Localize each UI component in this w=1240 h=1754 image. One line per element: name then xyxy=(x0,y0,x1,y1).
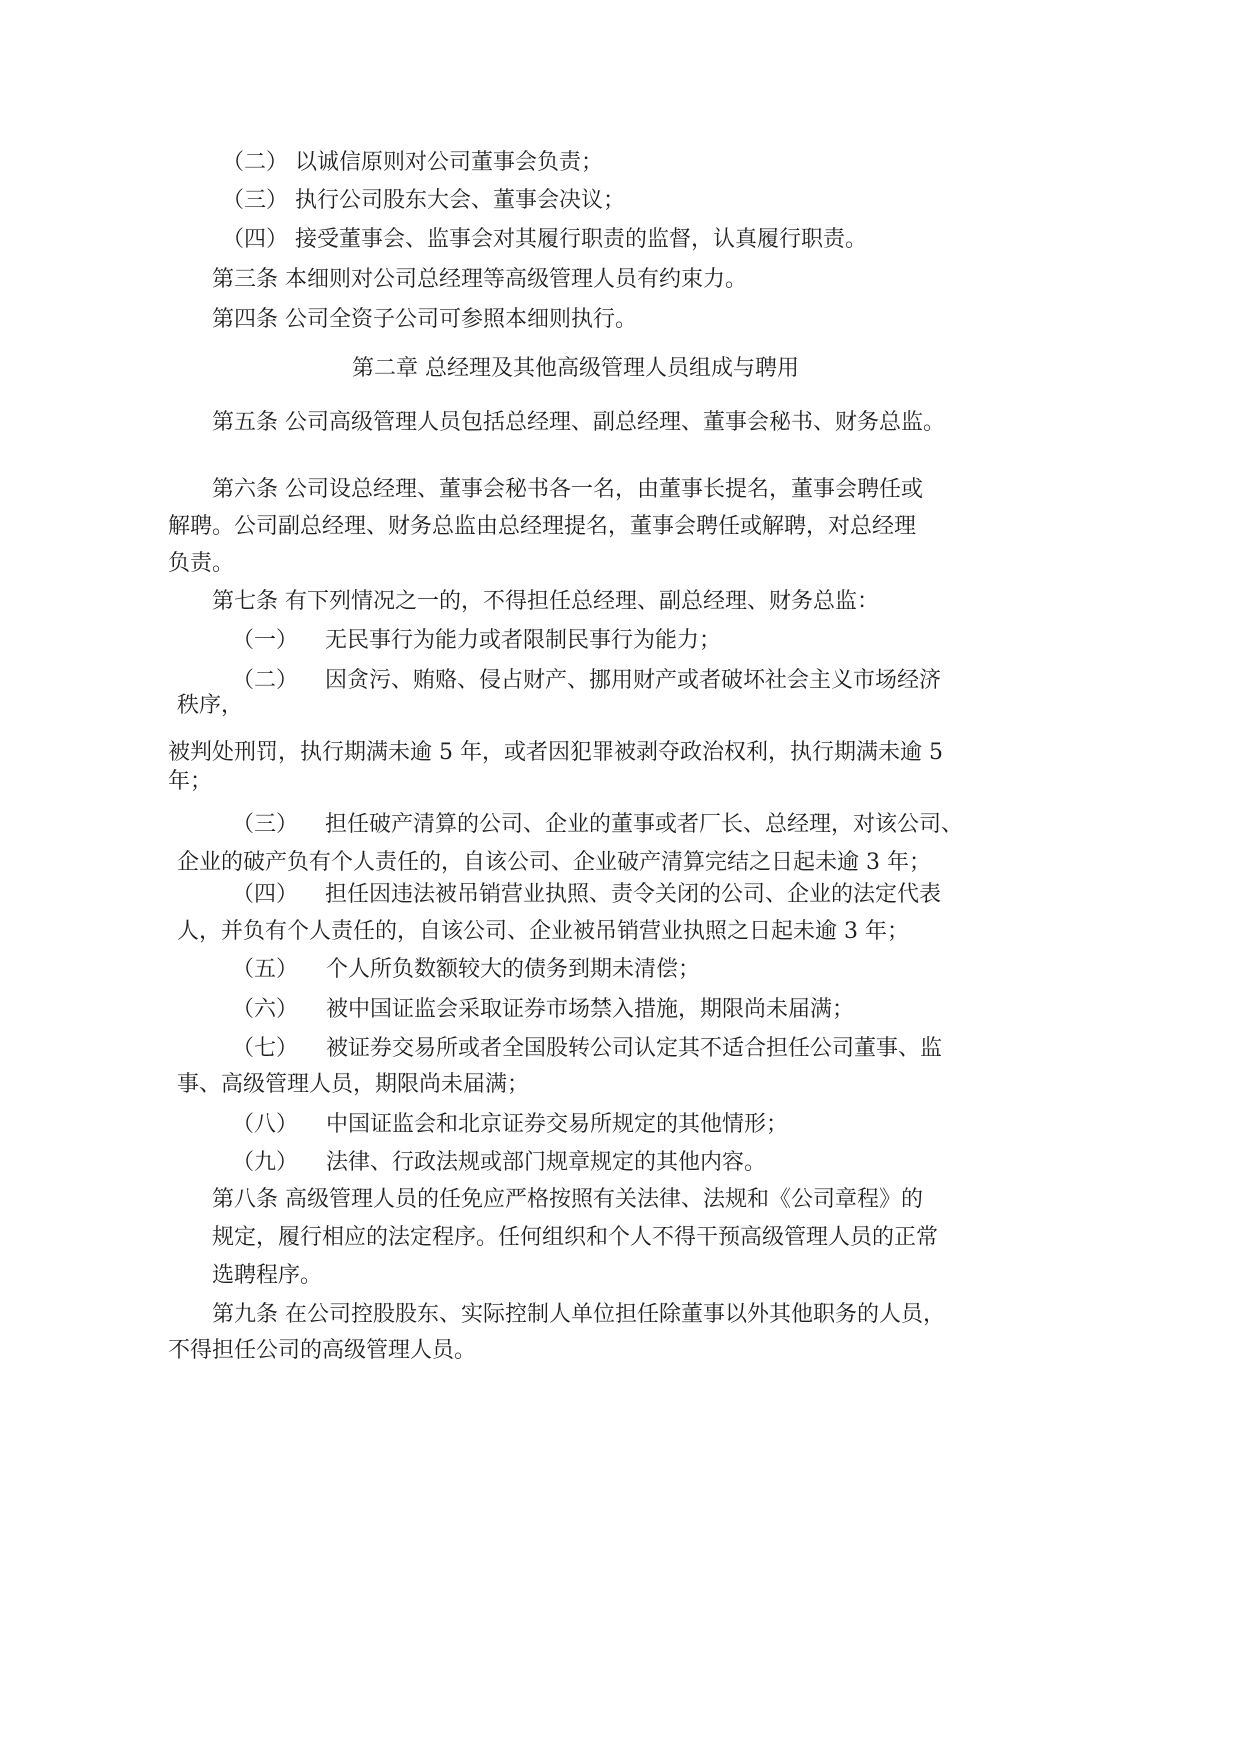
text-line: 不得担任公司的高级管理人员。 xyxy=(168,1338,477,1363)
text-line: （三） 执行公司股东大会、董事会决议； xyxy=(222,188,625,213)
text-line: 规定，履行相应的法定程序。任何组织和个人不得干预高级管理人员的正常 xyxy=(212,1225,939,1250)
text-line: 选聘程序。 xyxy=(212,1263,323,1288)
text-line: 人，并负有个人责任的，自该公司、企业被吊销营业执照之日起未逾 3 年； xyxy=(177,919,909,944)
text-line: （四） 接受董事会、监事会对其履行职责的监督，认真履行职责。 xyxy=(222,227,867,252)
article-4: 第四条 公司全资子公司可参照本细则执行。 xyxy=(212,307,637,332)
list-item: （三） 担任破产清算的公司、企业的董事或者厂长、总经理，对该公司、 xyxy=(232,812,964,837)
list-item: （一） 无民事行为能力或者限制民事行为能力； xyxy=(232,628,722,653)
text-line: 被判处刑罚，执行期满未逾 5 年，或者因犯罪被剥夺政治权利，执行期满未逾 5 xyxy=(168,740,943,765)
article-9: 第九条 在公司控股股东、实际控制人单位担任除董事以外其他职务的人员， xyxy=(212,1302,945,1327)
text-line: 解聘。公司副总经理、财务总监由总经理提名，董事会聘任或解聘，对总经理 xyxy=(168,514,917,539)
list-item: （四） 担任因违法被吊销营业执照、责令关闭的公司、企业的法定代表 xyxy=(232,882,942,907)
text-line: 秩序， xyxy=(177,693,244,718)
list-item: （二） 因贪污、贿赂、侵占财产、挪用财产或者破坏社会主义市场经济 xyxy=(232,668,942,693)
article-3: 第三条 本细则对公司总经理等高级管理人员有约束力。 xyxy=(212,267,747,292)
text-line: 负责。 xyxy=(168,551,235,576)
article-5: 第五条 公司高级管理人员包括总经理、副总经理、董事会秘书、财务总监。 xyxy=(212,410,945,435)
text-line: 年； xyxy=(168,769,213,794)
list-item: （六） 被中国证监会采取证券市场禁入措施，期限尚未届满； xyxy=(232,997,855,1022)
list-item: （五） 个人所负数额较大的债务到期未清偿； xyxy=(232,957,701,982)
text-line: 企业的破产负有个人责任的，自该公司、企业破产清算完结之日起未逾 3 年； xyxy=(177,850,931,875)
chapter-heading: 第二章 总经理及其他高级管理人员组成与聘用 xyxy=(352,356,799,381)
list-item: （七） 被证券交易所或者全国股转公司认定其不适合担任公司董事、监 xyxy=(232,1036,943,1061)
text-line: 事、高级管理人员，期限尚未届满； xyxy=(177,1072,530,1097)
article-8: 第八条 高级管理人员的任免应严格按照有关法律、法规和《公司章程》的 xyxy=(212,1187,923,1212)
article-6: 第六条 公司设总经理、董事会秘书各一名，由董事长提名，董事会聘任或 xyxy=(212,477,923,502)
text-line: （二） 以诚信原则对公司董事会负责； xyxy=(222,150,603,175)
article-7: 第七条 有下列情况之一的，不得担任总经理、副总经理、财务总监： xyxy=(212,589,879,614)
list-item: （九） 法律、行政法规或部门规章规定的其他内容。 xyxy=(232,1150,767,1175)
list-item: （八） 中国证监会和北京证券交易所规定的其他情形； xyxy=(232,1112,789,1137)
